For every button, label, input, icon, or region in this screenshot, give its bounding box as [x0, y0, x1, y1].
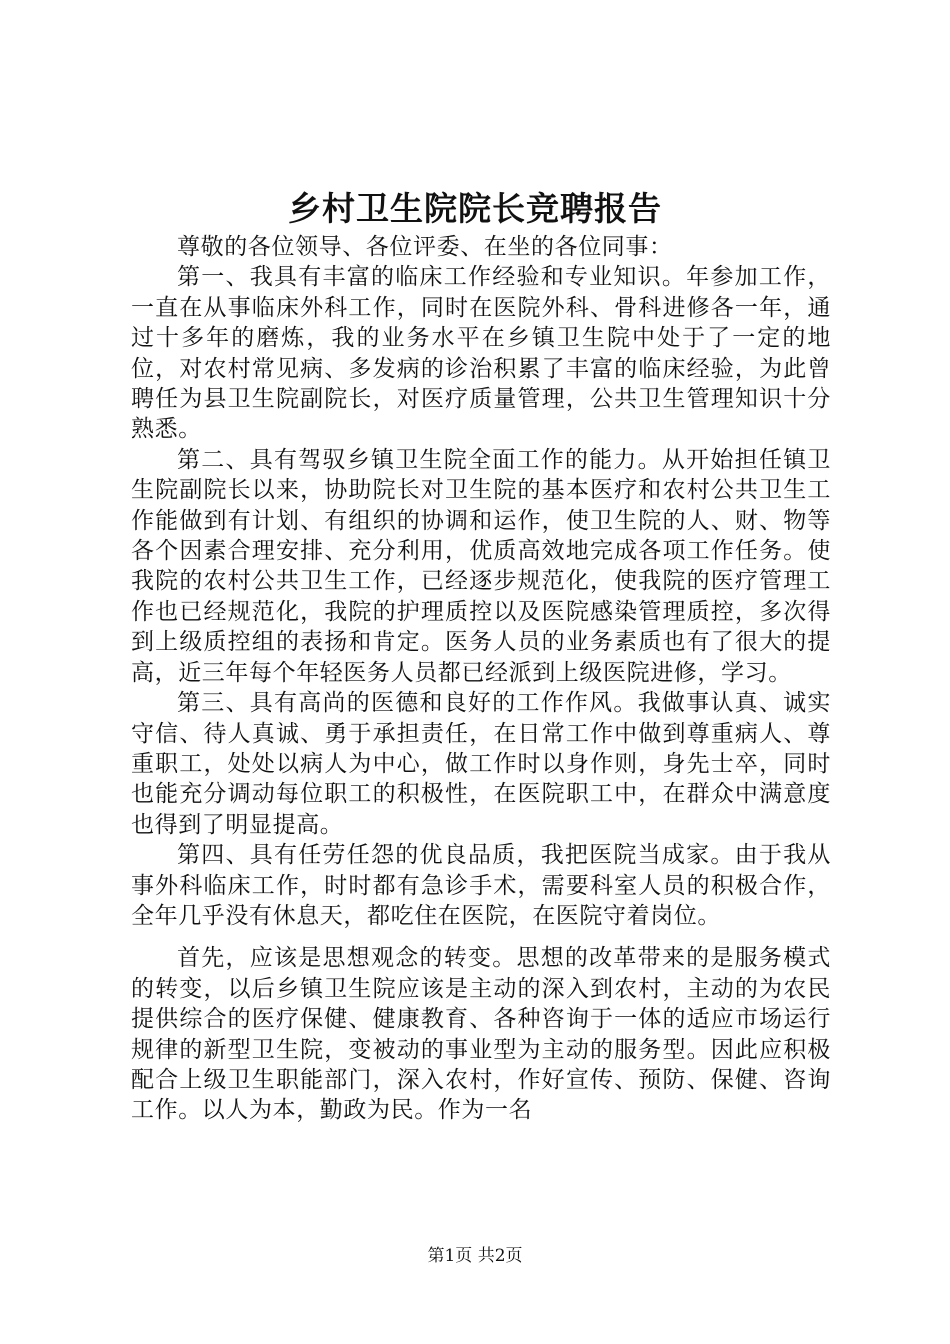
page-number-footer: 第1页 共2页: [427, 1246, 523, 1266]
paragraph-4: 第四、具有任劳任怨的优良品质，我把医院当成家。由于我从事外科临床工作，时时都有急诊手术，需要科室人员的积极合作，全年几乎没有休息天，都吃住在医院，在医院守着岗位。: [131, 842, 831, 929]
paragraph-5: 首先，应该是思想观念的转变。思想的改革带来的是服务模式的转变，以后乡镇卫生院应该是主动的深入到农村，主动的为农民提供综合的医疗保健、健康教育、各种咨询于一体的适应市场运行规律的新型卫生院，变被动的事业型为主动的服务型。因此应积极配合上级卫生职能部门，深入农村，作好宣传、预防、保健、咨询工作。以人为本，勤政为民。作为一名: [131, 945, 831, 1124]
document-title: 乡村卫生院院长竞聘报告: [288, 189, 662, 228]
document-body: [131, 232, 831, 1126]
salutation: 尊敬的各位领导、各位评委、在坐的各位同事：: [177, 234, 673, 260]
paragraph-3: 第三、具有高尚的医德和良好的工作作风。我做事认真、诚实守信、待人真诚、勇于承担责任，在日常工作中做到尊重病人、尊重职工，处处以病人为中心，做工作时以身作则，身先士卒，同时也能充分调动每位职工的积极性，在医院职工中，在群众中满意度也得到了明显提高。: [131, 690, 831, 838]
paragraph-2: 第二、具有驾驭乡镇卫生院全面工作的能力。从开始担任镇卫生院副院长以来，协助院长对卫生院的基本医疗和农村公共卫生工作能做到有计划、有组织的协调和运作，使卫生院的人、财、物等各个因素合理安排、充分利用，优质高效地完成各项工作任务。使我院的农村公共卫生工作，已经逐步规范化，使我院的医疗管理工作也已经规范化，我院的护理质控以及医院感染管理质控，多次得到上级质控组的表扬和肯定。医务人员的业务素质也有了很大的提高，近三年每个年轻医务人员都已经派到上级医院进修，学习。: [131, 446, 831, 686]
paragraph-1: 第一、我具有丰富的临床工作经验和专业知识。年参加工作，一直在从事临床外科工作，同时在医院外科、骨科进修各一年，通过十多年的磨炼，我的业务水平在乡镇卫生院中处于了一定的地位，对农村常见病、多发病的诊治积累了丰富的临床经验，为此曾聘任为县卫生院副院长，对医疗质量管理，公共卫生管理知识十分熟悉。: [131, 264, 831, 443]
